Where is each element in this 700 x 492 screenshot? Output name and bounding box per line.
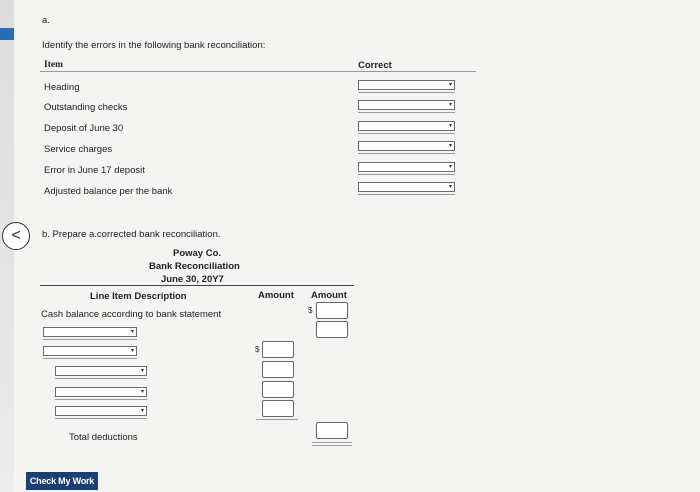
- deduction-amount-input-4[interactable]: [262, 400, 294, 417]
- total-double-underline: [312, 445, 352, 446]
- deduction-select-1[interactable]: [55, 366, 147, 376]
- chevron-down-icon: ▾: [130, 348, 134, 354]
- column-header-amount-1: Amount: [258, 290, 294, 301]
- chevron-down-icon: ▾: [140, 389, 144, 395]
- cash-balance-input[interactable]: [316, 302, 348, 319]
- chevron-down-icon: ▾: [448, 143, 452, 149]
- correct-select-error-deposit[interactable]: [358, 162, 455, 172]
- correct-select-service-charges[interactable]: [358, 141, 455, 151]
- company-name: Poway Co.: [173, 248, 222, 259]
- chevron-down-icon: ▾: [448, 184, 452, 190]
- chevron-down-icon: ▾: [448, 164, 452, 170]
- deduction-amount-input-2[interactable]: [262, 361, 294, 378]
- active-question-marker: [0, 28, 14, 40]
- correct-select-heading[interactable]: [358, 80, 455, 90]
- chevron-down-icon: ▾: [448, 123, 452, 129]
- column-header-amount-2: Amount: [311, 290, 347, 301]
- correct-select-outstanding-checks[interactable]: [358, 100, 455, 110]
- deductions-underline: [256, 419, 298, 420]
- chevron-down-icon: ▾: [448, 82, 452, 88]
- chevron-down-icon: ▾: [140, 368, 144, 374]
- item-adjusted-balance: Adjusted balance per the bank: [44, 186, 173, 197]
- column-header-description: Line Item Description: [90, 291, 187, 302]
- column-header-item: Item: [44, 60, 63, 70]
- item-outstanding-checks: Outstanding checks: [44, 102, 128, 113]
- cash-balance-label: Cash balance according to bank statement: [41, 309, 222, 320]
- additions-total-input[interactable]: [316, 321, 348, 338]
- deduction-amount-input-1[interactable]: [262, 341, 294, 358]
- chevron-left-icon: <: [11, 227, 21, 244]
- line-item-select-2[interactable]: [43, 346, 137, 356]
- chevron-down-icon: ▾: [448, 102, 452, 108]
- correct-select-deposit[interactable]: [358, 121, 455, 131]
- correct-select-adjusted-balance[interactable]: [358, 182, 455, 192]
- report-title: Bank Reconciliation: [149, 261, 240, 272]
- total-deductions-input[interactable]: [316, 422, 348, 439]
- item-deposit-june-30: Deposit of June 30: [44, 123, 124, 134]
- item-service-charges: Service charges: [44, 144, 113, 155]
- check-my-work-button[interactable]: Check My Work: [26, 472, 98, 490]
- item-error-june-17: Error in June 17 deposit: [44, 165, 145, 176]
- deduction-select-3[interactable]: [55, 406, 147, 416]
- deduction-amount-input-3[interactable]: [262, 381, 294, 398]
- item-heading: Heading: [44, 82, 80, 93]
- deduction-select-2[interactable]: [55, 387, 147, 397]
- previous-button[interactable]: [2, 222, 30, 250]
- title-divider: [40, 285, 354, 286]
- chevron-down-icon: ▾: [130, 329, 134, 335]
- line-item-select-1[interactable]: [43, 327, 137, 337]
- part-b-instruction: b. Prepare a.corrected bank reconciliation.: [42, 229, 221, 240]
- report-date: June 30, 20Y7: [161, 274, 224, 285]
- total-deductions-label: Total deductions: [69, 432, 138, 443]
- part-a-instruction: Identify the errors in the following bank reconciliation:: [42, 40, 266, 51]
- part-a-label: a.: [42, 15, 50, 26]
- dollar-sign: $: [255, 345, 260, 354]
- chevron-down-icon: ▾: [140, 408, 144, 414]
- column-header-correct: Correct: [358, 60, 392, 71]
- dollar-sign: $: [308, 306, 313, 315]
- total-underline: [312, 442, 352, 443]
- header-divider: [40, 71, 476, 72]
